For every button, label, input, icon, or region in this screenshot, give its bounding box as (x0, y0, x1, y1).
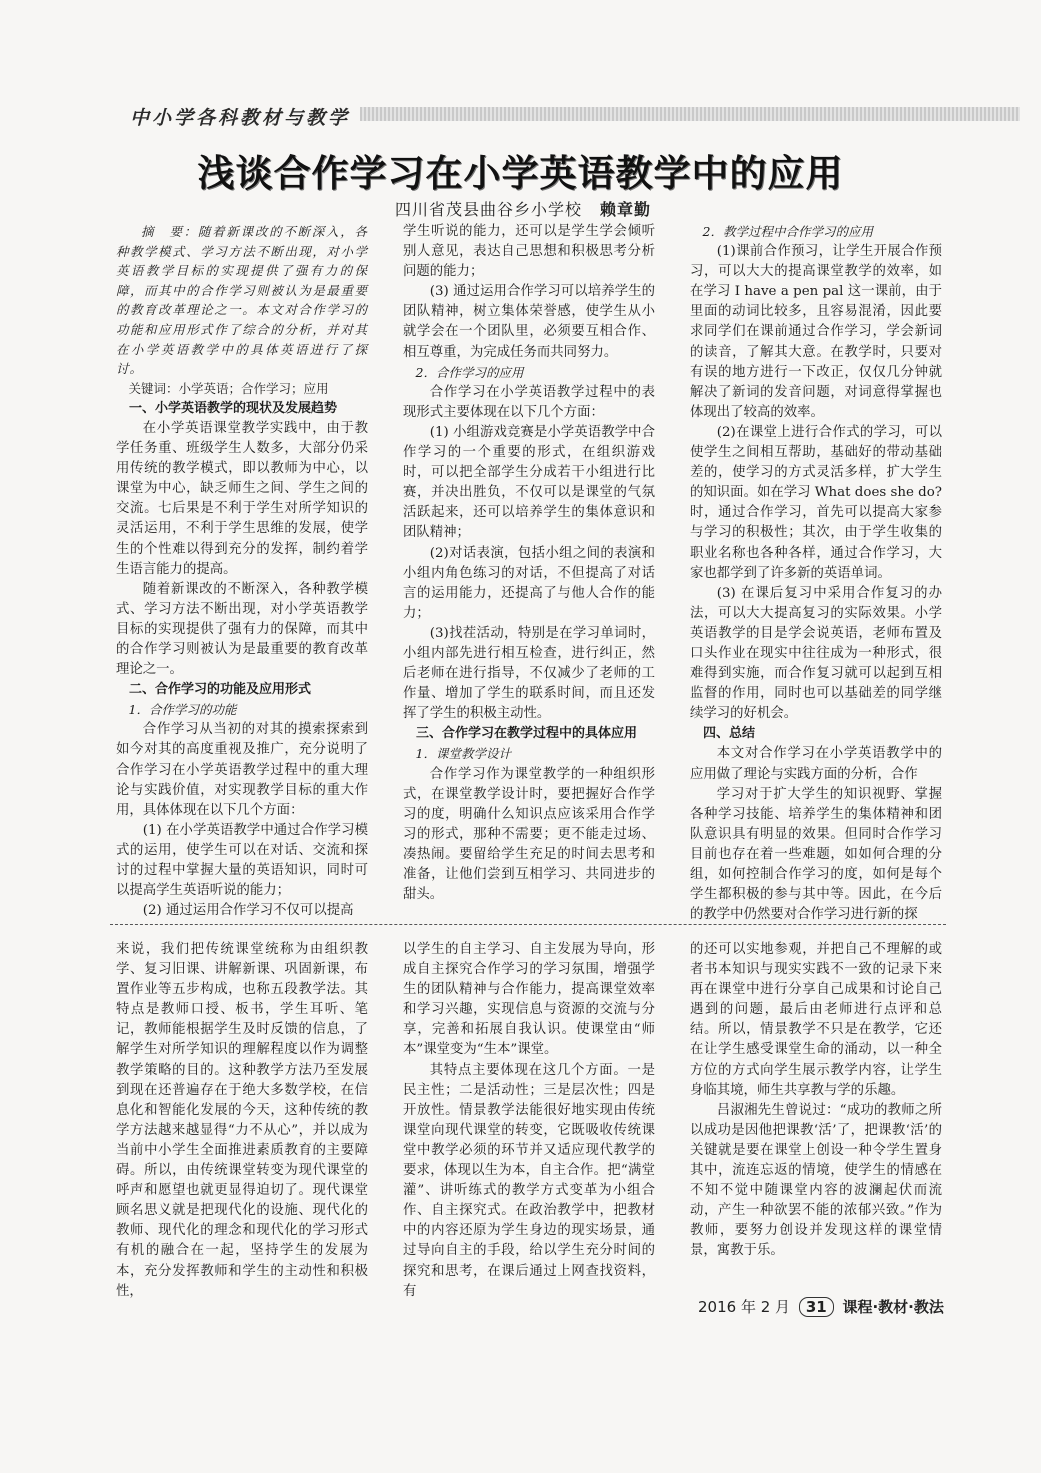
paragraph: (1) 在小学英语教学中通过合作学习模式的运用，使学生可以在对话、交流和探讨的过程中掌握大量的英语知识，同时可以提高学生英语听说的能力； (116, 822, 368, 899)
paragraph: 的还可以实地参观，并把自己不理解的或者书本知识与现实实践不一致的记录下来再在课堂中进行分享自己成果和讨论自己遇到的问题，最后由老师进行点评和总结。所以，情景教学不只是在教学，它还在让学生感受课堂生命的涌动，以一种全方位的方式向学生展示教学内容，让学生身临其境，师生共享教与学的乐趣。 (690, 942, 942, 1098)
author-name: 赖章勤 (600, 200, 652, 219)
section-heading-3: 三、合作学习在教学过程中的具体应用 (416, 726, 638, 742)
issue-date: 2016 年 2 月 (698, 1298, 791, 1316)
article-title: 浅谈合作学习在小学英语教学中的应用 (197, 152, 844, 195)
paragraph: 随着新课改的不断深入，各种教学模式、学习方法不断出现，对小学英语教学目标的实现提供了强有力的保障，而其中的合作学习则被认为是最重要的教育改革理论之一。 (116, 581, 368, 678)
section-heading-1: 一、小学英语教学的现状及发展趋势 (129, 400, 338, 416)
paragraph: (2)在课堂上进行合作式的学习，可以使学生之间相互帮助，基础好的带动基础差的，使学习的方式灵活多样，扩大学生的知识面。如在学习 What does she do?时，通过合作学习，首先可以提高大家参与学习的积极性；其次，由于学生收集的职业名称也各种各样，通过合作学习，大家也都学到了许多新的英语单词。 (690, 424, 942, 581)
column-5 (403, 940, 655, 1302)
paragraph: (1)课前合作预习，让学生开展合作预习，可以大大的提高课堂教学的效率，如在学习 I have a pen pal 这一课前，由于里面的动词比较多，且容易混淆，因此要求同学们在课前通过合作学习，学会新词的读音，了解其大意。在教学时，只要对有误的地方进行一下改正，仅仅几分钟就解决了新词的发音问题，对词意得掌握也体现出了较高的效率。 (690, 244, 942, 420)
paragraph: (1) 小组游戏竞赛是小学英语教学中合作学习的一个重要的形式，在组织游戏时，可以把全部学生分成若干小组进行比赛，并决出胜负，不仅可以是课堂的气氛活跃起来，还可以培养学生的集体意识和团队精神； (403, 424, 655, 541)
page-footer (698, 1296, 944, 1317)
byline (395, 197, 651, 220)
paragraph: 在小学英语课堂教学实践中，由于教学任务重、班级学生人数多，大部分仍采用传统的教学模式，即以教师为中心，以课堂为中心，缺乏师生之间、学生之间的交流。七后果是不利于学生对所学知识的灵活运用，不利于学生思维的发展，使学生的个性难以得到充分的发挥，制约着学生语言能力的提高。 (116, 420, 368, 577)
masthead-band (360, 107, 1020, 121)
paragraph: (2) 通过运用合作学习不仅可以提高 (142, 903, 354, 919)
paragraph: 其特点主要体现在这几个方面。一是民主性；二是活动性；三是层次性；四是开放性。情景教学法能很好地实现由传统课堂向现代课堂的转变，它既吸收传统课堂中教学必须的环节并又适应现代教学的要求，体现以生为本，自主合作。把“满堂灌”、讲听练式的教学方式变革为小组合作、自主探究式。在政治教学中，把教材中的内容还原为学生身边的现实场景，通过导向自主的手段，给以学生充分时间的探究和思考，在课后通过上网查找资料，有 (403, 1062, 655, 1299)
journal-name: 课程·教材·教法 (842, 1298, 944, 1316)
abstract: 摘 要：随着新课改的不断深入，各种教学模式、学习方法不断出现，对小学英语教学目标的实现提供了强有力的保障，而其中的合作学习则被认为是最重要的教育改革理论之一。本文对合作学习的功能和应用形式作了综合的分析，并对其在小学英语教学中的具体英语进行了探讨。 (116, 224, 368, 377)
section-heading-4: 四、总结 (703, 726, 756, 742)
paragraph: (2)对话表演，包括小组之间的表演和小组内角色练习的对话，不但提高了对话言的运用能力，还提高了与他人合作的能力； (403, 545, 655, 621)
paragraph: 学生听说的能力，还可以是学生学会倾听别人意见，表达自己思想和积极思考分析问题的能力； (403, 224, 655, 280)
paragraph: 本文对合作学习在小学英语教学中的应用做了理论与实践方面的分析，合作 (690, 746, 942, 782)
page-number: 31 (799, 1297, 834, 1317)
column-4 (116, 940, 368, 1302)
column-6 (690, 940, 942, 1262)
column-3 (690, 222, 942, 925)
paragraph: 学习对于扩大学生的知识视野、掌握各种学习技能、培养学生的集体精神和团队意识具有明显的效果。但同时合作学习目前也存在着一些难题，如如何合理的分组，如何控制合作学习的度，如何是每个学生都积极的参与其中等。因此，在今后的教学中仍然要对合作学习进行新的探 (690, 786, 942, 923)
paragraph: 合作学习从当初的对其的摸索探索到如今对其的高度重视及推广，充分说明了合作学习在小学英语教学过程中的重大理论与实践价值，对实现教学目标的重大作用，具体体现在以下几个方面： (116, 722, 368, 818)
paragraph: 吕淑湘先生曾说过：“成功的教师之所以成功是因他把课教‘活’了，把课教‘活’的关键就是要在课堂上创设一种令学生置身其中，流连忘返的情境，使学生的情感在不知不觉中随课堂内容的波澜起伏而流动，产生一种欲罢不能的浓郁兴致。”作为教师，要努力创设并发现这样的课堂情景，寓教于乐。 (690, 1102, 942, 1259)
masthead (130, 103, 1020, 129)
subsection-heading: 1．课堂教学设计 (415, 746, 511, 762)
subsection-heading: 1．合作学习的功能 (128, 702, 237, 718)
paragraph: 以学生的自主学习、自主发展为导向，形成自主探究合作学习的学习氛围，增强学生的团队精神与合作能力，提高课堂效率和学习兴趣，实现信息与资源的交流与分享，完善和拓展自我认识。使课堂由“师本”课堂变为“生本”课堂。 (403, 942, 655, 1058)
paragraph: 合作学习作为课堂教学的一种组织形式，在课堂教学设计时，要把握好合作学习的度，明确什么知识点应该采用合作学习的形式，那种不需要；更不能走过场、凑热闹。要留给学生充足的时间去思考和准备，让他们尝到互相学习、共同进步的甜头。 (403, 766, 655, 903)
subsection-heading: 2．合作学习的应用 (415, 364, 524, 380)
section-heading-2: 二、合作学习的功能及应用形式 (129, 682, 312, 698)
subsection-heading: 2．教学过程中合作学习的应用 (702, 224, 873, 239)
keywords: 关键词：小学英语；合作学习；应用 (128, 380, 329, 396)
paragraph: (3) 在课后复习中采用合作复习的办法，可以大大提高复习的实际效果。小学英语教学的目是学会说英语，老师布置及口头作业在现实中往往成为一种形式，很难得到实施，而合作复习就可以起到互相监督的作用，同时也可以基础差的同学继续学习的好机会。 (690, 585, 942, 722)
paragraph: 来说，我们把传统课堂统称为由组织教学、复习旧课、讲解新课、巩固新课，布置作业等五步构成，也称五段教学法。其特点是教师口授、板书，学生耳听、笔记，教师能根据学生及时反馈的信息，了解学生对所学知识的理解程度以作为调整教学策略的目的。这种教学方法乃至发展到现在还普遍存在于绝大多数学校，在信息化和智能化发展的今天，这种传统的教学方法越来越显得“力不从心”，并以成为当前中小学生全面推进素质教育的主要障碍。所以，由传统课堂转变为现代课堂的呼声和愿望也就更显得迫切了。现代课堂顾名思义就是把现代化的设施、现代化的教师、现代化的理念和现代化的学习形式有机的融合在一起，坚持学生的发展为本，充分发挥教师和学生的主动性和积极性， (116, 942, 368, 1299)
paragraph: (3) 通过运用合作学习可以培养学生的团队精神，树立集体荣誉感，使学生从小就学会在一个团队里，必须要互相合作、相互尊重，为完成任务而共同努力。 (403, 284, 655, 360)
column-2 (403, 222, 655, 905)
paragraph: 合作学习在小学英语教学过程中的表现形式主要体现在以下几个方面： (403, 384, 655, 420)
paragraph: (3)找茬活动，特别是在学习单词时，小组内部先进行相互检查，进行纠正，然后老师在进行指导，不仅减少了老师的工作量、增加了学生的联系时间，而且还发挥了学生的积极主动性。 (403, 625, 655, 722)
masthead-title: 中小学各科教材与教学 (130, 103, 358, 130)
author-school: 四川省茂县曲谷乡小学校 (395, 200, 583, 219)
column-1 (116, 222, 368, 921)
section-divider (110, 924, 946, 925)
